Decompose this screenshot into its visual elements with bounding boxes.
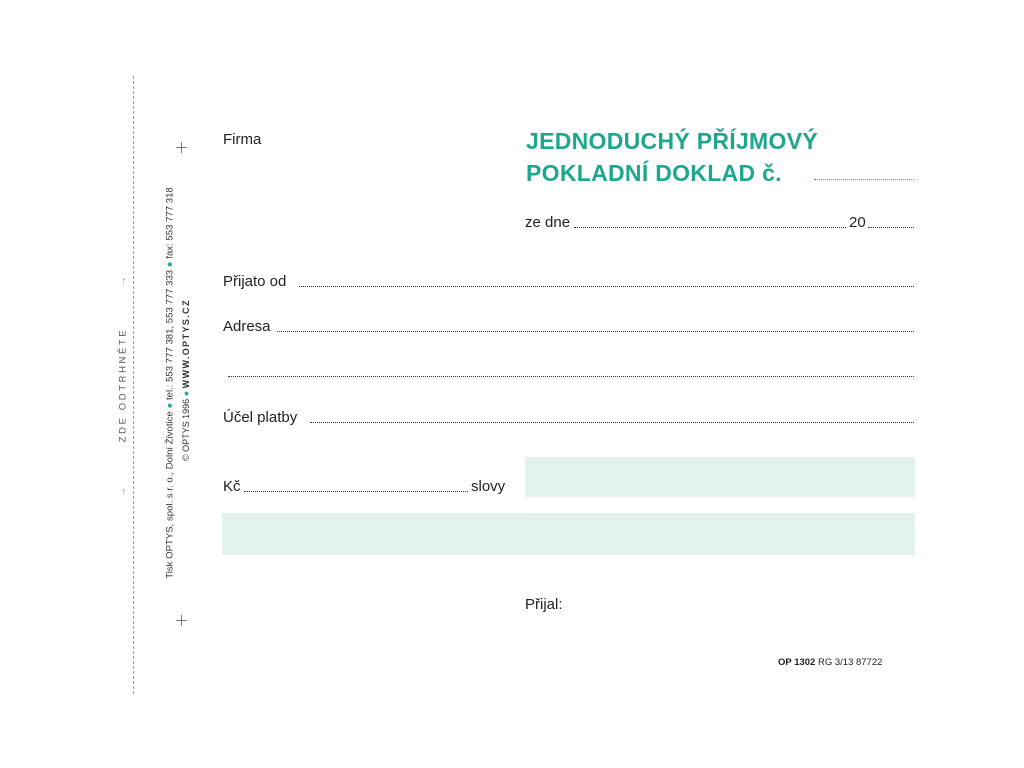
printer-fax: fax: 553 777 318 <box>164 187 176 259</box>
address-label: Adresa <box>223 318 271 335</box>
dot-icon: ● <box>164 261 176 268</box>
copyright-text: © OPTYS 1996 <box>181 398 191 461</box>
website-text: WWW.OPTYS.CZ <box>181 299 191 389</box>
amount-label: Kč <box>223 478 241 495</box>
address-field[interactable] <box>277 331 914 332</box>
firma-label: Firma <box>223 131 262 148</box>
purpose-field[interactable] <box>310 422 914 423</box>
crop-mark-icon <box>176 615 187 626</box>
purpose-label: Účel platby <box>223 409 298 426</box>
amount-field[interactable] <box>244 491 468 492</box>
address-field-line2[interactable] <box>228 376 914 377</box>
tear-off-line <box>133 76 134 694</box>
printer-company: Tisk OPTYS, spol. s r. o., Dolní Životice <box>164 411 176 579</box>
tear-off-label <box>118 274 129 497</box>
form-code <box>778 657 882 668</box>
date-year-prefix: 20 <box>849 214 866 231</box>
form-title-line1: JEDNODUCHÝ PŘÍJMOVÝ <box>526 128 818 154</box>
printer-copyright <box>181 299 191 461</box>
form-code-extra: RG 3/13 87722 <box>817 657 883 668</box>
printer-phone: tel.: 553 777 381, 553 777 333 <box>164 269 176 401</box>
dot-icon: ● <box>164 402 176 409</box>
arrow-right-icon: → <box>117 273 129 286</box>
date-year-field[interactable] <box>868 227 914 228</box>
date-label: ze dne <box>525 214 571 231</box>
amount-in-words-box[interactable] <box>525 457 915 497</box>
received-from-label: Přijato od <box>223 273 287 290</box>
received-from-field[interactable] <box>299 286 914 287</box>
printer-info <box>165 187 176 579</box>
dot-icon: ● <box>181 390 191 397</box>
crop-mark-icon <box>176 142 187 153</box>
tear-off-text: ZDE ODTRHNĚTE <box>117 327 129 443</box>
form-code-number: OP 1302 <box>778 657 816 668</box>
in-words-label: slovy <box>471 478 506 495</box>
amount-in-words-box-line2[interactable] <box>222 513 915 555</box>
arrow-right-icon: → <box>117 484 129 497</box>
form-title-line2: POKLADNÍ DOKLAD č. <box>526 160 782 186</box>
document-number-field[interactable] <box>814 179 914 180</box>
received-by-label: Přijal: <box>525 596 563 613</box>
date-field[interactable] <box>574 227 846 228</box>
